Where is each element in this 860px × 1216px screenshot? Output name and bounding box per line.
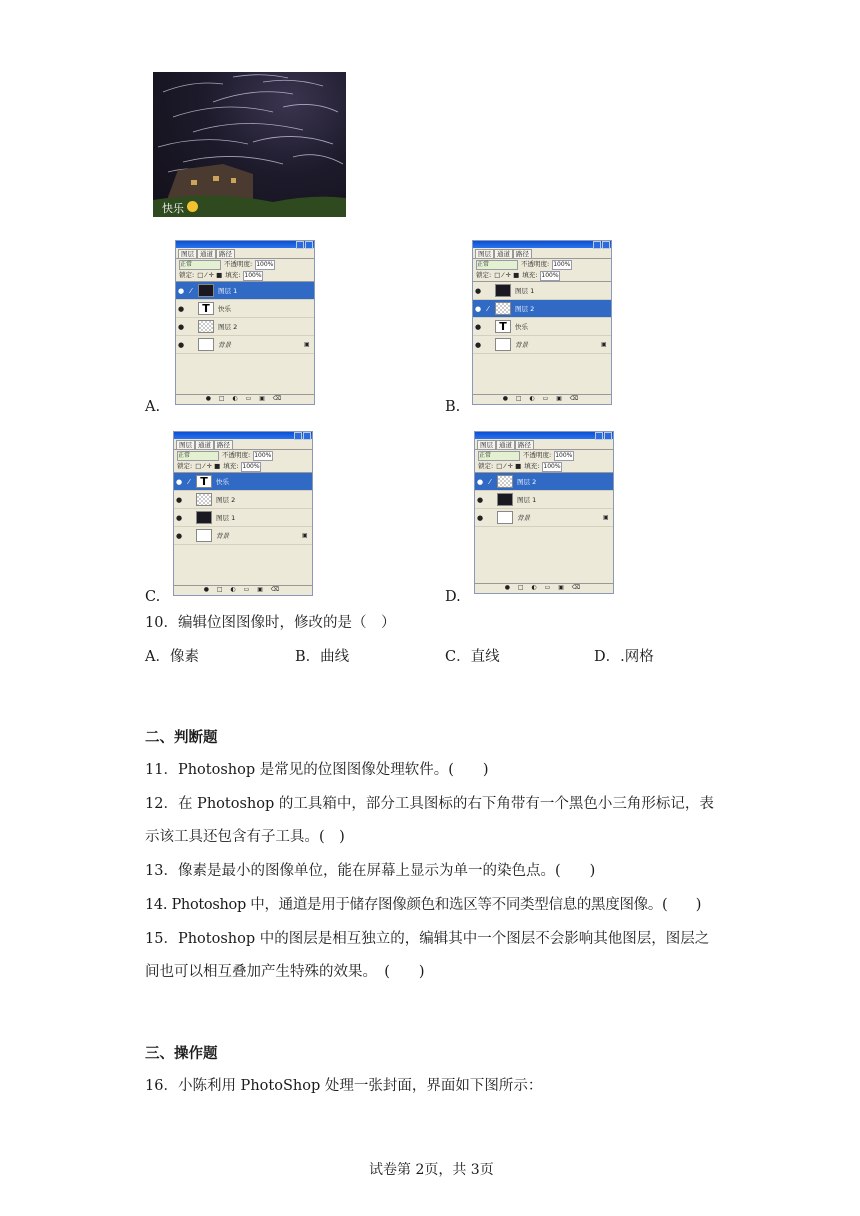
layer-name: 图层 1 bbox=[216, 514, 236, 522]
eye-icon[interactable]: ● bbox=[474, 286, 482, 295]
opacity-input[interactable]: 100% bbox=[254, 451, 272, 459]
question-10-choice-a: A．像素 bbox=[145, 649, 199, 665]
panel-titlebar bbox=[475, 432, 613, 439]
opacity-input[interactable]: 100% bbox=[555, 451, 573, 459]
question-10-choice-b: B．曲线 bbox=[295, 649, 350, 665]
layer-name: 快乐 bbox=[218, 305, 231, 313]
fill-input[interactable]: 100% bbox=[242, 462, 260, 470]
question-11: 11．Photoshop 是常见的位图图像处理软件。( ) bbox=[145, 762, 489, 778]
layer-row[interactable] bbox=[176, 282, 314, 300]
layer-row[interactable] bbox=[174, 491, 312, 509]
eye-icon[interactable]: ● bbox=[476, 513, 484, 522]
opacity-label: 不透明度: bbox=[521, 260, 550, 268]
panel-tab[interactable]: 通道 bbox=[197, 249, 216, 258]
question-15-line-1: 15．Photoshop 中的图层是相互独立的，编辑其中一个图层不会影响其他图层，图层之 bbox=[145, 931, 710, 947]
layer-thumbnail bbox=[196, 493, 212, 506]
close-icon[interactable] bbox=[604, 432, 612, 440]
panel-tab[interactable]: 通道 bbox=[195, 440, 214, 449]
panel-titlebar bbox=[174, 432, 312, 439]
layer-name: 背景 bbox=[218, 341, 231, 349]
layer-row[interactable] bbox=[473, 318, 611, 336]
layer-thumbnail bbox=[497, 493, 513, 506]
question-15-line-2: 间也可以相互叠加产生特殊的效果。 ( ) bbox=[145, 964, 425, 980]
minimize-icon[interactable] bbox=[595, 432, 603, 440]
panel-tab[interactable]: 图层 bbox=[475, 249, 494, 258]
option-a-label: A. bbox=[145, 399, 161, 415]
brush-icon: ⁄ bbox=[188, 477, 190, 486]
close-icon[interactable] bbox=[602, 241, 610, 249]
brush-icon: ⁄ bbox=[489, 477, 491, 486]
layers-list bbox=[176, 281, 314, 354]
fill-input[interactable]: 100% bbox=[543, 462, 561, 470]
layer-thumbnail bbox=[196, 511, 212, 524]
panel-footer-icons[interactable]: ● □ ◐ ▭ ▣ ⌫ bbox=[473, 394, 611, 404]
lock-icons[interactable]: □ ⁄ ✛ ■ bbox=[496, 462, 522, 470]
layer-name: 图层 2 bbox=[218, 323, 238, 331]
lock-icon: ▣ bbox=[603, 514, 609, 521]
panel-tabs bbox=[473, 248, 611, 259]
question-10-stem: 10．编辑位图图像时，修改的是（ ） bbox=[145, 615, 396, 631]
panel-tabs bbox=[475, 439, 613, 450]
layer-row[interactable] bbox=[473, 300, 611, 318]
layer-row[interactable] bbox=[176, 336, 314, 354]
lock-icon: ▣ bbox=[304, 341, 310, 348]
section-heading-judgement: 二、判断题 bbox=[145, 730, 218, 746]
panel-footer-icons[interactable]: ● □ ◐ ▭ ▣ ⌫ bbox=[176, 394, 314, 404]
eye-icon[interactable]: ● bbox=[474, 322, 482, 331]
minimize-icon[interactable] bbox=[593, 241, 601, 249]
page-footer: 试卷第 2页，共 3页 bbox=[369, 1162, 494, 1178]
layer-name: 图层 1 bbox=[515, 287, 535, 295]
layers-list bbox=[473, 281, 611, 354]
lock-icon: ▣ bbox=[302, 532, 308, 539]
layers-list bbox=[475, 472, 613, 527]
eye-icon[interactable]: ● bbox=[175, 531, 183, 540]
question-10-choice-c: C．直线 bbox=[445, 649, 500, 665]
panel-tabs bbox=[174, 439, 312, 450]
layer-name: 快乐 bbox=[515, 323, 528, 331]
fill-label: 填充: bbox=[524, 462, 540, 470]
layer-thumbnail bbox=[497, 511, 513, 524]
star-trail-photo bbox=[153, 72, 346, 217]
panel-tab[interactable]: 图层 bbox=[176, 440, 195, 449]
layer-name: 图层 2 bbox=[515, 305, 535, 313]
panel-tab[interactable]: 通道 bbox=[496, 440, 515, 449]
layer-name: 图层 1 bbox=[517, 496, 537, 504]
layer-row[interactable] bbox=[176, 300, 314, 318]
layer-name: 背景 bbox=[216, 532, 229, 540]
layer-row[interactable] bbox=[473, 336, 611, 354]
layer-thumbnail: T bbox=[198, 302, 214, 315]
layer-thumbnail bbox=[198, 284, 214, 297]
brush-icon: ⁄ bbox=[190, 286, 192, 295]
layer-row[interactable] bbox=[176, 318, 314, 336]
panel-tab[interactable]: 通道 bbox=[494, 249, 513, 258]
layers-panel-option-b bbox=[472, 240, 612, 405]
lock-icons[interactable]: □ ⁄ ✛ ■ bbox=[197, 271, 223, 279]
question-10-choice-d: D．.网格 bbox=[594, 649, 654, 665]
eye-icon[interactable]: ● bbox=[177, 340, 185, 349]
fill-label: 填充: bbox=[225, 271, 241, 279]
layer-name: 背景 bbox=[515, 341, 528, 349]
panel-footer-icons[interactable]: ● □ ◐ ▭ ▣ ⌫ bbox=[174, 585, 312, 595]
fill-input[interactable]: 100% bbox=[541, 271, 559, 279]
layer-row[interactable] bbox=[475, 473, 613, 491]
panel-tab[interactable]: 路径 bbox=[515, 440, 534, 449]
layer-row[interactable] bbox=[174, 473, 312, 491]
option-c-label: C. bbox=[145, 589, 161, 605]
layer-row[interactable] bbox=[473, 282, 611, 300]
layers-panel-option-c bbox=[173, 431, 313, 596]
question-12-line-1: 12．在 Photoshop 的工具箱中，部分工具图标的右下角带有一个黑色小三角形标记，表 bbox=[145, 796, 714, 812]
opacity-input[interactable]: 100% bbox=[553, 260, 571, 268]
option-b-label: B. bbox=[445, 399, 461, 415]
panel-titlebar bbox=[176, 241, 314, 248]
question-13: 13．像素是最小的图像单位，能在屏幕上显示为单一的染色点。( ) bbox=[145, 863, 596, 879]
eye-icon[interactable]: ● bbox=[177, 304, 185, 313]
panel-titlebar bbox=[473, 241, 611, 248]
lock-label: 锁定: bbox=[478, 462, 494, 470]
question-12-line-2: 示该工具还包含有子工具。( ) bbox=[145, 829, 345, 845]
layer-thumbnail bbox=[198, 320, 214, 333]
panel-tab[interactable]: 图层 bbox=[178, 249, 197, 258]
layer-row[interactable] bbox=[174, 527, 312, 545]
blend-mode-select[interactable]: 正常 bbox=[478, 451, 520, 461]
photo-caption: 快乐 bbox=[162, 202, 184, 215]
layer-thumbnail: T bbox=[196, 475, 212, 488]
eye-icon[interactable]: ● bbox=[474, 304, 482, 313]
minimize-icon[interactable] bbox=[294, 432, 302, 440]
star-trail-image bbox=[153, 72, 346, 217]
minimize-icon[interactable] bbox=[296, 241, 304, 249]
eye-icon[interactable]: ● bbox=[474, 340, 482, 349]
layer-thumbnail bbox=[198, 338, 214, 351]
lock-icons[interactable]: □ ⁄ ✛ ■ bbox=[195, 462, 221, 470]
blend-mode-select[interactable]: 正常 bbox=[177, 451, 219, 461]
option-d-label: D. bbox=[445, 589, 461, 605]
layer-thumbnail: T bbox=[495, 320, 511, 333]
eye-icon[interactable]: ● bbox=[175, 495, 183, 504]
opacity-label: 不透明度: bbox=[523, 451, 552, 459]
fill-label: 填充: bbox=[522, 271, 538, 279]
layer-thumbnail bbox=[495, 284, 511, 297]
layer-name: 快乐 bbox=[216, 478, 229, 486]
layer-row[interactable] bbox=[475, 491, 613, 509]
layer-name: 图层 1 bbox=[218, 287, 238, 295]
layer-thumbnail bbox=[497, 475, 513, 488]
layers-panel-option-d bbox=[474, 431, 614, 594]
layer-thumbnail bbox=[196, 529, 212, 542]
lock-icons[interactable]: □ ⁄ ✛ ■ bbox=[494, 271, 520, 279]
eye-icon[interactable]: ● bbox=[175, 477, 183, 486]
lock-label: 锁定: bbox=[179, 271, 195, 279]
opacity-label: 不透明度: bbox=[224, 260, 253, 268]
panel-tab[interactable]: 路径 bbox=[214, 440, 233, 449]
opacity-input[interactable]: 100% bbox=[256, 260, 274, 268]
section-heading-operation: 三、操作题 bbox=[145, 1046, 218, 1062]
close-icon[interactable] bbox=[303, 432, 311, 440]
layer-row[interactable] bbox=[174, 509, 312, 527]
eye-icon[interactable]: ● bbox=[177, 322, 185, 331]
layer-thumbnail bbox=[495, 338, 511, 351]
eye-icon[interactable]: ● bbox=[177, 286, 185, 295]
layer-name: 图层 2 bbox=[517, 478, 537, 486]
eye-icon[interactable]: ● bbox=[476, 477, 484, 486]
layer-row[interactable] bbox=[475, 509, 613, 527]
smiley-icon bbox=[187, 201, 198, 212]
panel-footer-icons[interactable]: ● □ ◐ ▭ ▣ ⌫ bbox=[475, 583, 613, 593]
eye-icon[interactable]: ● bbox=[175, 513, 183, 522]
question-14: 14. Photoshop 中，通道是用于储存图像颜色和选区等不同类型信息的黑度图像。( ) bbox=[145, 897, 702, 913]
brush-icon: ⁄ bbox=[487, 304, 489, 313]
lock-label: 锁定: bbox=[476, 271, 492, 279]
layers-list bbox=[174, 472, 312, 545]
layer-name: 背景 bbox=[517, 514, 530, 522]
blend-mode-select[interactable]: 正常 bbox=[179, 260, 221, 270]
opacity-label: 不透明度: bbox=[222, 451, 251, 459]
lock-icon: ▣ bbox=[601, 341, 607, 348]
layer-thumbnail bbox=[495, 302, 511, 315]
eye-icon[interactable]: ● bbox=[476, 495, 484, 504]
layer-name: 图层 2 bbox=[216, 496, 236, 504]
close-icon[interactable] bbox=[305, 241, 313, 249]
question-16: 16．小陈利用 PhotoShop 处理一张封面，界面如下图所示： bbox=[145, 1078, 543, 1094]
layers-panel-option-a bbox=[175, 240, 315, 405]
panel-tab[interactable]: 图层 bbox=[477, 440, 496, 449]
panel-tab[interactable]: 路径 bbox=[216, 249, 235, 258]
panel-tab[interactable]: 路径 bbox=[513, 249, 532, 258]
fill-label: 填充: bbox=[223, 462, 239, 470]
lock-label: 锁定: bbox=[177, 462, 193, 470]
panel-tabs bbox=[176, 248, 314, 259]
blend-mode-select[interactable]: 正常 bbox=[476, 260, 518, 270]
fill-input[interactable]: 100% bbox=[244, 271, 262, 279]
